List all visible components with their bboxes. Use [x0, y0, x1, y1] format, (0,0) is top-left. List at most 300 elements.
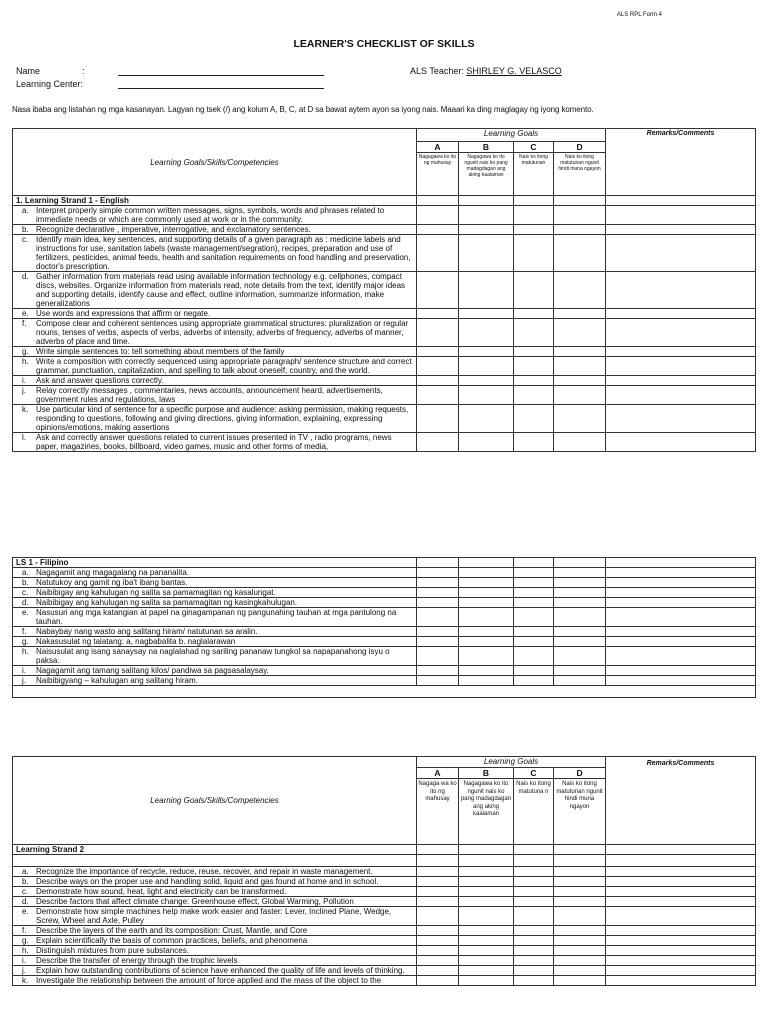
check-cell-c[interactable]: [514, 926, 554, 936]
check-cell-a[interactable]: [417, 647, 459, 666]
skill-cell: [13, 376, 417, 386]
checklist-item: [13, 666, 756, 676]
skill-cell: [13, 608, 417, 627]
check-cell-c[interactable]: [514, 598, 554, 608]
check-cell-c[interactable]: [514, 608, 554, 627]
skill-cell: [13, 907, 417, 926]
check-cell-a[interactable]: [417, 347, 459, 357]
check-cell-b[interactable]: [459, 347, 514, 357]
check-cell-b[interactable]: [459, 588, 514, 598]
checklist-item: [13, 897, 756, 907]
remarks-cell[interactable]: [606, 966, 756, 976]
column-c-description: Nais ko itong matutunan: [514, 153, 554, 196]
skill-text-wrap: [16, 946, 413, 955]
check-cell[interactable]: [514, 558, 554, 568]
check-cell-a[interactable]: [417, 608, 459, 627]
checklist-item: [13, 272, 756, 309]
check-cell-a[interactable]: [417, 887, 459, 897]
check-cell-b[interactable]: [459, 433, 514, 452]
remarks-cell[interactable]: [606, 272, 756, 309]
remarks-cell[interactable]: [606, 578, 756, 588]
skill-cell: [13, 598, 417, 608]
skill-text-wrap: [16, 376, 413, 385]
skill-text-wrap: [16, 578, 413, 587]
check-cell-d[interactable]: [554, 319, 606, 347]
check-cell-c[interactable]: [514, 936, 554, 946]
check-cell-a[interactable]: [417, 936, 459, 946]
center-field: [16, 79, 336, 91]
check-cell-c[interactable]: [514, 386, 554, 405]
check-cell-d[interactable]: [554, 946, 606, 956]
check-cell[interactable]: [554, 196, 606, 206]
skill-cell: [13, 272, 417, 309]
check-cell[interactable]: [459, 845, 514, 855]
skill-text-wrap: [16, 877, 413, 886]
column-c-header: C: [514, 142, 554, 153]
skill-text: Write a composition with correctly sequenced using appropriate paragraph/ sentence structure and correct grammar, punctuation, capitalization, and spelling to talk about oneself, country, and the world.: [36, 357, 412, 375]
skill-cell: [13, 347, 417, 357]
check-cell[interactable]: [417, 855, 459, 867]
name-colon: :: [82, 66, 85, 76]
remarks-cell[interactable]: [606, 608, 756, 627]
check-cell-b[interactable]: [459, 897, 514, 907]
skill-text-wrap: [16, 225, 413, 234]
check-cell-a[interactable]: [417, 877, 459, 887]
name-label: Name: [16, 66, 41, 76]
skill-cell: [13, 877, 417, 887]
check-cell-d[interactable]: [554, 405, 606, 433]
skill-text-wrap: [16, 926, 413, 935]
check-cell-a[interactable]: [417, 588, 459, 598]
skill-text: Gather information from materials read using available information technology e.g. cellphones, compact discs, websites. Organize information from materials read, note details from the text, identify major ideas and supporting details, identify cause and effect, outline information, summarize information, make generalizations: [36, 272, 406, 308]
skill-text: Ask and correctly answer questions related to current issues presented in TV , radio programs, news paper, magazines, books, billboard, video games, music and other forms of media,: [36, 433, 392, 451]
teacher-name: SHIRLEY G. VELASCO: [466, 66, 562, 76]
check-cell[interactable]: [554, 845, 606, 855]
check-cell-b[interactable]: [459, 568, 514, 578]
checklist-item: [13, 225, 756, 235]
skill-cell: [13, 319, 417, 347]
check-cell-c[interactable]: [514, 347, 554, 357]
checklist-item: [13, 676, 756, 686]
check-cell-a[interactable]: [417, 405, 459, 433]
check-cell-d[interactable]: [554, 976, 606, 986]
remarks-cell[interactable]: [606, 568, 756, 578]
check-cell-d[interactable]: [554, 887, 606, 897]
check-cell-b[interactable]: [459, 676, 514, 686]
check-cell-b[interactable]: [459, 936, 514, 946]
check-cell-a[interactable]: [417, 433, 459, 452]
check-cell-b[interactable]: [459, 907, 514, 926]
strand-filipino: [13, 558, 756, 686]
skill-cell: [13, 386, 417, 405]
skill-cell: [13, 235, 417, 272]
remarks-cell[interactable]: [606, 897, 756, 907]
check-cell-d[interactable]: [554, 357, 606, 376]
item-letter: a.: [22, 206, 29, 215]
checklist-item: [13, 376, 756, 386]
check-cell[interactable]: [459, 855, 514, 867]
checklist-item: [13, 598, 756, 608]
checklist-item: [13, 887, 756, 897]
remarks-cell[interactable]: [606, 386, 756, 405]
check-cell-b[interactable]: [459, 887, 514, 897]
skill-text-wrap: [16, 598, 413, 607]
check-cell[interactable]: [554, 855, 606, 867]
check-cell-d[interactable]: [554, 627, 606, 637]
remarks-cell[interactable]: [606, 647, 756, 666]
remarks-column-header: Remarks/Comments: [606, 129, 756, 196]
checklist-item: [13, 319, 756, 347]
check-cell-a[interactable]: [417, 897, 459, 907]
skill-text: Nasusuri ang mga katangian at papel na ginagampanan ng pangunahing tauhan at mga pantulong na tauhan.: [36, 608, 397, 626]
remarks-cell[interactable]: [606, 877, 756, 887]
check-cell-d[interactable]: [554, 588, 606, 598]
check-cell-c[interactable]: [514, 907, 554, 926]
skill-text-wrap: [16, 666, 413, 675]
check-cell-c[interactable]: [514, 235, 554, 272]
skill-cell: [13, 936, 417, 946]
skill-text: Nagagamit ang tamang salitang kilos/ pandiwa sa pagsasalaysay.: [36, 666, 269, 675]
item-letter: i.: [22, 376, 26, 385]
skill-cell: [13, 946, 417, 956]
check-cell-a[interactable]: [417, 676, 459, 686]
skill-text: Demonstrate how simple machines help make work easier and faster: Lever, Inclined Plane, Wedge, Screw, Wheel and Axle, Pulley: [36, 907, 392, 925]
skill-cell: [13, 956, 417, 966]
skill-text: Nabaybay nang wasto ang salitang hiram/ natutunan sa aralin.: [36, 627, 258, 636]
skill-text-wrap: [16, 647, 413, 665]
check-cell-c[interactable]: [514, 887, 554, 897]
skill-cell: [13, 357, 417, 376]
check-cell-d[interactable]: [554, 907, 606, 926]
check-cell-c[interactable]: [514, 588, 554, 598]
check-cell-d[interactable]: [554, 376, 606, 386]
check-cell-c[interactable]: [514, 225, 554, 235]
skill-text-wrap: [16, 976, 413, 985]
check-cell-c[interactable]: [514, 309, 554, 319]
check-cell-b[interactable]: [459, 206, 514, 225]
check-cell-d[interactable]: [554, 867, 606, 877]
check-cell-d[interactable]: [554, 568, 606, 578]
center-line[interactable]: [118, 88, 324, 89]
remarks-cell[interactable]: [606, 666, 756, 676]
check-cell-c[interactable]: [514, 433, 554, 452]
remarks-cell[interactable]: [606, 319, 756, 347]
check-cell-b[interactable]: [459, 666, 514, 676]
check-cell-c[interactable]: [514, 647, 554, 666]
remarks-cell[interactable]: [606, 357, 756, 376]
remarks-cell[interactable]: [606, 907, 756, 926]
check-cell-c[interactable]: [514, 357, 554, 376]
check-cell-a[interactable]: [417, 578, 459, 588]
check-cell-b[interactable]: [459, 319, 514, 347]
skill-text-wrap: [16, 319, 413, 346]
check-cell[interactable]: [606, 855, 756, 867]
check-cell-a[interactable]: [417, 946, 459, 956]
check-cell-d[interactable]: [554, 309, 606, 319]
check-cell-a[interactable]: [417, 357, 459, 376]
remarks-cell[interactable]: [606, 956, 756, 966]
check-cell-c[interactable]: [514, 578, 554, 588]
check-cell-d[interactable]: [554, 347, 606, 357]
check-cell-a[interactable]: [417, 225, 459, 235]
remarks-cell[interactable]: [606, 887, 756, 897]
skill-cell: [13, 976, 417, 986]
check-cell-b[interactable]: [459, 272, 514, 309]
item-letter: g.: [22, 347, 29, 356]
check-cell-a[interactable]: [417, 386, 459, 405]
check-cell-b[interactable]: [459, 376, 514, 386]
check-cell[interactable]: [606, 196, 756, 206]
check-cell-d[interactable]: [554, 676, 606, 686]
skill-text-wrap: [16, 433, 413, 451]
check-cell-c[interactable]: [514, 405, 554, 433]
check-cell-a[interactable]: [417, 867, 459, 877]
check-cell-d[interactable]: [554, 637, 606, 647]
check-cell[interactable]: [514, 196, 554, 206]
remarks-cell[interactable]: [606, 598, 756, 608]
column-c-description: Nais ko itong matutuna n: [514, 779, 554, 845]
check-cell-b[interactable]: [459, 966, 514, 976]
check-cell-d[interactable]: [554, 966, 606, 976]
item-letter: f.: [22, 627, 27, 636]
name-field: [16, 66, 336, 78]
check-cell-c[interactable]: [514, 319, 554, 347]
check-cell-d[interactable]: [554, 235, 606, 272]
item-letter: f.: [22, 926, 27, 935]
check-cell-d[interactable]: [554, 956, 606, 966]
blank-row: [13, 855, 417, 867]
check-cell-c[interactable]: [514, 976, 554, 986]
remarks-cell[interactable]: [606, 309, 756, 319]
check-cell-d[interactable]: [554, 598, 606, 608]
skill-text: Naibibigyang – kahulugan ang salitang hiram.: [36, 676, 198, 685]
remarks-cell[interactable]: [606, 676, 756, 686]
check-cell[interactable]: [459, 196, 514, 206]
check-cell[interactable]: [606, 558, 756, 568]
check-cell-a[interactable]: [417, 907, 459, 926]
skill-text: Natutukoy ang gamit ng iba't ibang bantas.: [36, 578, 188, 587]
name-line[interactable]: [118, 75, 324, 76]
item-letter: c.: [22, 588, 29, 597]
check-cell-c[interactable]: [514, 956, 554, 966]
check-cell-d[interactable]: [554, 386, 606, 405]
check-cell[interactable]: [417, 558, 459, 568]
check-cell-c[interactable]: [514, 897, 554, 907]
check-cell-a[interactable]: [417, 319, 459, 347]
check-cell-b[interactable]: [459, 309, 514, 319]
teacher-label: ALS Teacher:: [410, 66, 464, 76]
skill-text: Nakasusulat ng talatang: a, nagbabalita b. naglalarawan: [36, 637, 236, 646]
check-cell-a[interactable]: [417, 976, 459, 986]
check-cell-c[interactable]: [514, 272, 554, 309]
column-b-description: Nagagawa ko ito ngunit nais ko pang madagdagan ang aking kaalaman: [459, 153, 514, 196]
center-label: Learning Center:: [16, 79, 84, 89]
check-cell-c[interactable]: [514, 867, 554, 877]
check-cell-a[interactable]: [417, 272, 459, 309]
check-cell-c[interactable]: [514, 877, 554, 887]
check-cell-b[interactable]: [459, 956, 514, 966]
check-cell-c[interactable]: [514, 666, 554, 676]
remarks-cell[interactable]: [606, 936, 756, 946]
check-cell-b[interactable]: [459, 357, 514, 376]
checklist-item: [13, 647, 756, 666]
checklist-item: [13, 976, 756, 986]
checklist-item: [13, 867, 756, 877]
check-cell-d[interactable]: [554, 272, 606, 309]
skill-text-wrap: [16, 676, 413, 685]
instructions: Nasa ibaba ang listahan ng mga kasanayan. Lagyan ng tsek (/) ang kolum A, B, C, at D sa bawat aytem ayon sa iyong nais. Maaari ka ding maglagay ng iyong komento.: [12, 105, 594, 114]
skill-text-wrap: [16, 568, 413, 577]
check-cell-a[interactable]: [417, 926, 459, 936]
check-cell-d[interactable]: [554, 897, 606, 907]
strand-heading: LS 1 - Filipino: [13, 558, 417, 568]
skill-text: Recognize declarative , imperative, interrogative, and exclamatory sentences.: [36, 225, 311, 234]
check-cell-c[interactable]: [514, 206, 554, 225]
check-cell-b[interactable]: [459, 235, 514, 272]
check-cell-b[interactable]: [459, 877, 514, 887]
skill-text: Use particular kind of sentence for a specific purpose and audience: asking permission, making requests, responding to questions, following and giving directions, giving information, explaining, expressing opinions/emotions, making assertions: [36, 405, 409, 432]
check-cell-a[interactable]: [417, 627, 459, 637]
skill-text: Recognize the importance of recycle, reduce, reuse, recover, and repair in waste management.: [36, 867, 373, 876]
check-cell[interactable]: [514, 845, 554, 855]
item-letter: g.: [22, 637, 29, 646]
skill-text-wrap: [16, 936, 413, 945]
check-cell-b[interactable]: [459, 405, 514, 433]
column-d-header: D: [554, 142, 606, 153]
check-cell-b[interactable]: [459, 578, 514, 588]
remarks-cell[interactable]: [606, 225, 756, 235]
check-cell-d[interactable]: [554, 936, 606, 946]
remarks-cell[interactable]: [606, 206, 756, 225]
item-letter: a.: [22, 568, 29, 577]
check-cell-b[interactable]: [459, 608, 514, 627]
check-cell-b[interactable]: [459, 647, 514, 666]
checklist-item: [13, 568, 756, 578]
check-cell-d[interactable]: [554, 206, 606, 225]
check-cell-c[interactable]: [514, 568, 554, 578]
learning-goals-header: Learning Goals: [417, 757, 606, 768]
check-cell-d[interactable]: [554, 877, 606, 887]
item-letter: b.: [22, 225, 29, 234]
check-cell-c[interactable]: [514, 966, 554, 976]
check-cell-d[interactable]: [554, 647, 606, 666]
remarks-cell[interactable]: [606, 588, 756, 598]
check-cell-d[interactable]: [554, 433, 606, 452]
remarks-cell[interactable]: [606, 867, 756, 877]
check-cell[interactable]: [459, 558, 514, 568]
remarks-cell[interactable]: [606, 637, 756, 647]
column-d-description: Nais ko itong matutunan ngunit hindi muna ngayon: [554, 153, 606, 196]
skill-text: Demonstrate how sound, heat, light and electricity can be transformed.: [36, 887, 287, 896]
remarks-cell[interactable]: [606, 376, 756, 386]
skill-text: Describe factors that affect climate change: Greenhouse effect, Global Warming, Pollution: [36, 897, 354, 906]
check-cell-b[interactable]: [459, 225, 514, 235]
checklist-item: [13, 966, 756, 976]
check-cell-a[interactable]: [417, 376, 459, 386]
check-cell-d[interactable]: [554, 608, 606, 627]
skill-text-wrap: [16, 386, 413, 404]
check-cell-a[interactable]: [417, 666, 459, 676]
checklist-item: [13, 235, 756, 272]
item-letter: c.: [22, 235, 29, 244]
skill-cell: [13, 647, 417, 666]
check-cell-c[interactable]: [514, 376, 554, 386]
item-letter: e.: [22, 608, 29, 617]
check-cell-a[interactable]: [417, 956, 459, 966]
skill-text-wrap: [16, 206, 413, 224]
check-cell-a[interactable]: [417, 235, 459, 272]
check-cell-b[interactable]: [459, 627, 514, 637]
check-cell-d[interactable]: [554, 225, 606, 235]
check-cell-b[interactable]: [459, 926, 514, 936]
check-cell-a[interactable]: [417, 206, 459, 225]
check-cell-c[interactable]: [514, 637, 554, 647]
skill-text-wrap: [16, 608, 413, 626]
item-letter: f.: [22, 319, 27, 328]
check-cell[interactable]: [606, 845, 756, 855]
remarks-cell[interactable]: [606, 926, 756, 936]
checklist-item: [13, 588, 756, 598]
check-cell-a[interactable]: [417, 568, 459, 578]
skill-text: Use words and expressions that affirm or negate.: [36, 309, 211, 318]
check-cell-c[interactable]: [514, 676, 554, 686]
check-cell[interactable]: [554, 558, 606, 568]
remarks-cell[interactable]: [606, 946, 756, 956]
check-cell-b[interactable]: [459, 976, 514, 986]
skill-text-wrap: [16, 897, 413, 906]
skill-text-wrap: [16, 867, 413, 876]
check-cell-c[interactable]: [514, 946, 554, 956]
remarks-cell[interactable]: [606, 235, 756, 272]
check-cell-a[interactable]: [417, 309, 459, 319]
check-cell[interactable]: [514, 855, 554, 867]
check-cell-d[interactable]: [554, 578, 606, 588]
check-cell-a[interactable]: [417, 637, 459, 647]
item-letter: j.: [22, 386, 26, 395]
checklist-item: [13, 877, 756, 887]
check-cell-a[interactable]: [417, 966, 459, 976]
check-cell-a[interactable]: [417, 598, 459, 608]
skill-text-wrap: [16, 405, 413, 432]
checklist-item: [13, 309, 756, 319]
check-cell[interactable]: [417, 196, 459, 206]
skill-cell: [13, 666, 417, 676]
check-cell-b[interactable]: [459, 867, 514, 877]
check-cell-c[interactable]: [514, 627, 554, 637]
check-cell-b[interactable]: [459, 637, 514, 647]
checklist-item: [13, 637, 756, 647]
check-cell-b[interactable]: [459, 946, 514, 956]
remarks-cell[interactable]: [606, 976, 756, 986]
check-cell-b[interactable]: [459, 598, 514, 608]
check-cell-d[interactable]: [554, 666, 606, 676]
remarks-cell[interactable]: [606, 347, 756, 357]
remarks-cell[interactable]: [606, 627, 756, 637]
skill-cell: [13, 578, 417, 588]
skill-text-wrap: [16, 887, 413, 896]
item-letter: b.: [22, 877, 29, 886]
check-cell-d[interactable]: [554, 926, 606, 936]
remarks-cell[interactable]: [606, 405, 756, 433]
checklist-item: [13, 357, 756, 376]
skill-cell: [13, 926, 417, 936]
checklist-item: [13, 926, 756, 936]
column-b-description: Nagagawa ko ito ngunit nais ko pang madagdagan ang aking kaalaman: [459, 779, 514, 845]
check-cell[interactable]: [417, 845, 459, 855]
check-cell-b[interactable]: [459, 386, 514, 405]
table-end-spacer: [13, 686, 756, 698]
remarks-cell[interactable]: [606, 433, 756, 452]
